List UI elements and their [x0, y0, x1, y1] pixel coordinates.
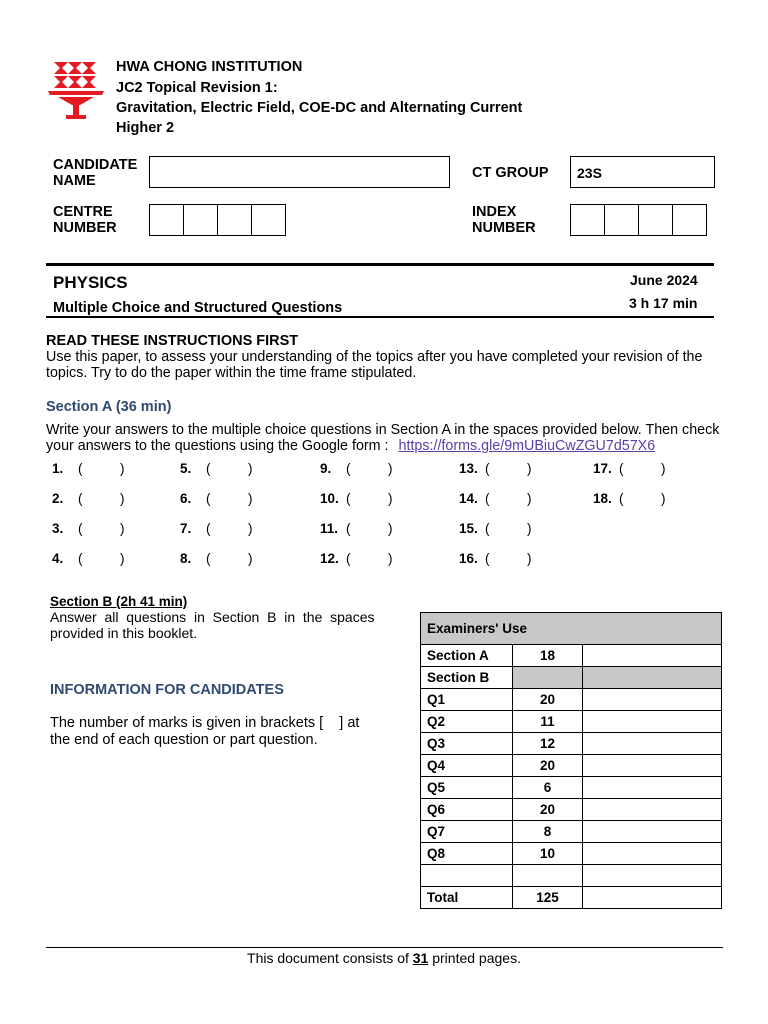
section-b-line-1: Answer all questions in Section B in the spaces [50, 609, 375, 625]
footer-text [0, 950, 768, 966]
examiners-row-marks: 8 [513, 821, 583, 843]
mcq-answer-slot[interactable]: ( ) [485, 521, 532, 536]
candidate-name-label [53, 157, 137, 189]
examiners-row-label: Section B [421, 667, 513, 689]
mcq-question[interactable] [459, 521, 569, 536]
index-number-cell[interactable] [570, 204, 605, 236]
mcq-question-number: 16. [459, 551, 478, 566]
mcq-question[interactable] [593, 491, 703, 506]
footer-suffix: printed pages. [432, 950, 521, 966]
mcq-question[interactable] [52, 461, 162, 476]
paper-topics: Gravitation, Electric Field, COE-DC and Alternating Current [116, 100, 523, 116]
candidate-name-label-line2: NAME [53, 173, 96, 189]
mcq-question[interactable] [459, 551, 569, 566]
mcq-question-number: 6. [180, 491, 192, 506]
mcq-question[interactable] [320, 521, 430, 536]
examiners-row-label: Q8 [421, 843, 513, 865]
mcq-question[interactable] [180, 461, 290, 476]
mcq-question-number: 9. [320, 461, 332, 476]
ct-group-label: CT GROUP [472, 165, 549, 181]
mcq-question-number: 3. [52, 521, 64, 536]
mcq-question-number: 10. [320, 491, 339, 506]
examiners-row-marks [513, 667, 583, 689]
mcq-question-number: 12. [320, 551, 339, 566]
candidate-name-field[interactable] [149, 156, 450, 188]
mcq-question-number: 4. [52, 551, 64, 566]
index-number-label-line2: NUMBER [472, 220, 536, 236]
mcq-question-number: 2. [52, 491, 64, 506]
mcq-question[interactable] [180, 491, 290, 506]
candidate-name-label-line1: CANDIDATE [53, 157, 138, 173]
mcq-question[interactable] [593, 461, 703, 476]
institution-name: HWA CHONG INSTITUTION [116, 59, 303, 75]
examiners-row-marks: 12 [513, 733, 583, 755]
examiners-row-label: Q1 [421, 689, 513, 711]
subject-subtitle: Multiple Choice and Structured Questions [53, 300, 343, 316]
examiners-row-marks: 20 [513, 689, 583, 711]
centre-number-cell[interactable] [251, 204, 286, 236]
examiners-row [421, 799, 722, 821]
mcq-question-number: 7. [180, 521, 192, 536]
ct-group-field[interactable] [570, 156, 715, 188]
mcq-question-number: 15. [459, 521, 478, 536]
centre-number-label [53, 204, 117, 236]
mcq-answer-slot[interactable]: ( ) [619, 491, 666, 506]
examiners-row [421, 667, 722, 689]
instructions-line-1: Use this paper, to assess your understanding of the topics after you have completed your revision of the [46, 349, 703, 365]
ct-group-value: 23S [577, 165, 602, 181]
section-a-line-1: Write your answers to the multiple choice questions in Section A in the spaces provided below. Then check [46, 422, 720, 438]
centre-number-field[interactable] [150, 204, 286, 236]
mcq-question[interactable] [180, 551, 290, 566]
centre-number-label-line2: NUMBER [53, 220, 117, 236]
examiners-row-score[interactable] [583, 645, 722, 667]
mcq-question[interactable] [320, 491, 430, 506]
mcq-question-number: 13. [459, 461, 478, 476]
examiners-row-label: Q2 [421, 711, 513, 733]
footer-rule [46, 947, 723, 948]
examiners-row-marks: 11 [513, 711, 583, 733]
examiners-row-marks: 125 [513, 887, 583, 909]
mcq-question[interactable] [52, 521, 162, 536]
centre-number-cell[interactable] [183, 204, 218, 236]
examiners-row [421, 755, 722, 777]
examiners-row-label: Q4 [421, 755, 513, 777]
exam-date: June 2024 [630, 272, 698, 288]
examiners-row-score[interactable] [583, 755, 722, 777]
mcq-question[interactable] [180, 521, 290, 536]
examiners-row [421, 733, 722, 755]
examiners-row-label: Section A [421, 645, 513, 667]
examiners-row [421, 777, 722, 799]
examiners-row [421, 711, 722, 733]
section-b-line-2: provided in this booklet. [50, 625, 198, 641]
mcq-question[interactable] [320, 461, 430, 476]
info-line-1: The number of marks is given in brackets [ ] at [50, 715, 360, 731]
mcq-answer-slot[interactable]: ( ) [485, 461, 532, 476]
mcq-answer-slot[interactable]: ( ) [206, 551, 253, 566]
examiners-row-score[interactable] [583, 843, 722, 865]
examiners-row-marks [513, 865, 583, 887]
examiners-row [421, 645, 722, 667]
examiners-row-marks: 20 [513, 799, 583, 821]
mcq-answer-slot[interactable]: ( ) [78, 521, 125, 536]
centre-number-cell[interactable] [149, 204, 184, 236]
index-number-cell[interactable] [604, 204, 639, 236]
mcq-question[interactable] [52, 551, 162, 566]
info-heading: INFORMATION FOR CANDIDATES [50, 682, 284, 698]
examiners-row-score[interactable] [583, 689, 722, 711]
instructions-line-2: topics. Try to do the paper within the time frame stipulated. [46, 365, 417, 381]
examiners-row-marks: 18 [513, 645, 583, 667]
paper-series: JC2 Topical Revision 1: [116, 80, 278, 96]
examiners-row-score[interactable] [583, 865, 722, 887]
examiners-row-label: Q3 [421, 733, 513, 755]
examiners-row-score[interactable] [583, 821, 722, 843]
examiners-row-label: Q5 [421, 777, 513, 799]
mcq-answer-slot[interactable]: ( ) [346, 461, 393, 476]
mcq-question[interactable] [459, 491, 569, 506]
mcq-question[interactable] [52, 491, 162, 506]
section-a-line-2 [46, 438, 655, 454]
examiners-row-label: Q6 [421, 799, 513, 821]
examiners-row-label: Q7 [421, 821, 513, 843]
mcq-answer-slot[interactable]: ( ) [619, 461, 666, 476]
examiners-row [421, 821, 722, 843]
examiners-row-score[interactable] [583, 733, 722, 755]
page-count: 31 [412, 950, 429, 966]
examiners-row [421, 843, 722, 865]
mcq-question-number: 17. [593, 461, 612, 476]
index-number-field[interactable] [571, 204, 707, 236]
centre-number-label-line1: CENTRE [53, 204, 113, 220]
examiners-row-score[interactable] [583, 711, 722, 733]
index-number-label-line1: INDEX [472, 204, 517, 220]
examiners-row [421, 865, 722, 887]
examiners-row-score[interactable] [583, 667, 722, 689]
examiners-row-score[interactable] [583, 887, 722, 909]
top-rule [46, 263, 714, 266]
section-b-title: Section B (2h 41 min) [50, 594, 188, 609]
institution-logo [46, 58, 106, 118]
examiners-row-marks: 20 [513, 755, 583, 777]
examiners-row [421, 887, 722, 909]
mcq-answer-slot[interactable]: ( ) [485, 551, 532, 566]
footer-prefix: This document consists of [247, 950, 409, 966]
examiners-row-marks: 6 [513, 777, 583, 799]
mcq-answer-slot[interactable]: ( ) [78, 491, 125, 506]
index-number-label [472, 204, 536, 236]
instructions-heading: READ THESE INSTRUCTIONS FIRST [46, 333, 299, 349]
mcq-answer-slot[interactable]: ( ) [206, 491, 253, 506]
examiners-use-title: Examiners' Use [421, 613, 722, 645]
mcq-answer-slot[interactable]: ( ) [346, 551, 393, 566]
centre-number-cell[interactable] [217, 204, 252, 236]
mcq-question-number: 8. [180, 551, 192, 566]
examiners-row-marks: 10 [513, 843, 583, 865]
bottom-rule [46, 316, 714, 318]
paper-level: Higher 2 [116, 120, 175, 136]
examiners-row-label [421, 865, 513, 887]
mcq-question-number: 18. [593, 491, 612, 506]
exam-duration: 3 h 17 min [629, 295, 698, 311]
mcq-answer-slot[interactable]: ( ) [346, 521, 393, 536]
info-line-2: the end of each question or part question. [50, 732, 318, 748]
mcq-answer-slot[interactable]: ( ) [485, 491, 532, 506]
index-number-cell[interactable] [638, 204, 673, 236]
section-a-line-2-text: your answers to the questions using the Google form : [46, 438, 389, 454]
section-a-title: Section A (36 min) [46, 399, 172, 415]
mcq-question-number: 5. [180, 461, 192, 476]
examiners-row-label: Total [421, 887, 513, 909]
examiners-row-score[interactable] [583, 799, 722, 821]
examiners-row [421, 689, 722, 711]
mcq-answer-slot[interactable]: ( ) [206, 461, 253, 476]
mcq-question[interactable] [459, 461, 569, 476]
mcq-question-number: 14. [459, 491, 478, 506]
examiners-use-table [420, 612, 722, 909]
subject-title: PHYSICS [53, 273, 128, 292]
mcq-answer-slot[interactable]: ( ) [78, 461, 125, 476]
google-form-link[interactable]: https://forms.gle/9mUBiuCwZGU7d57X6 [398, 438, 656, 454]
mcq-question[interactable] [320, 551, 430, 566]
mcq-answer-slot[interactable]: ( ) [346, 491, 393, 506]
mcq-answer-slot[interactable]: ( ) [78, 551, 125, 566]
index-number-cell[interactable] [672, 204, 707, 236]
mcq-question-number: 1. [52, 461, 64, 476]
mcq-answer-slot[interactable]: ( ) [206, 521, 253, 536]
examiners-row-score[interactable] [583, 777, 722, 799]
mcq-question-number: 11. [320, 521, 339, 536]
